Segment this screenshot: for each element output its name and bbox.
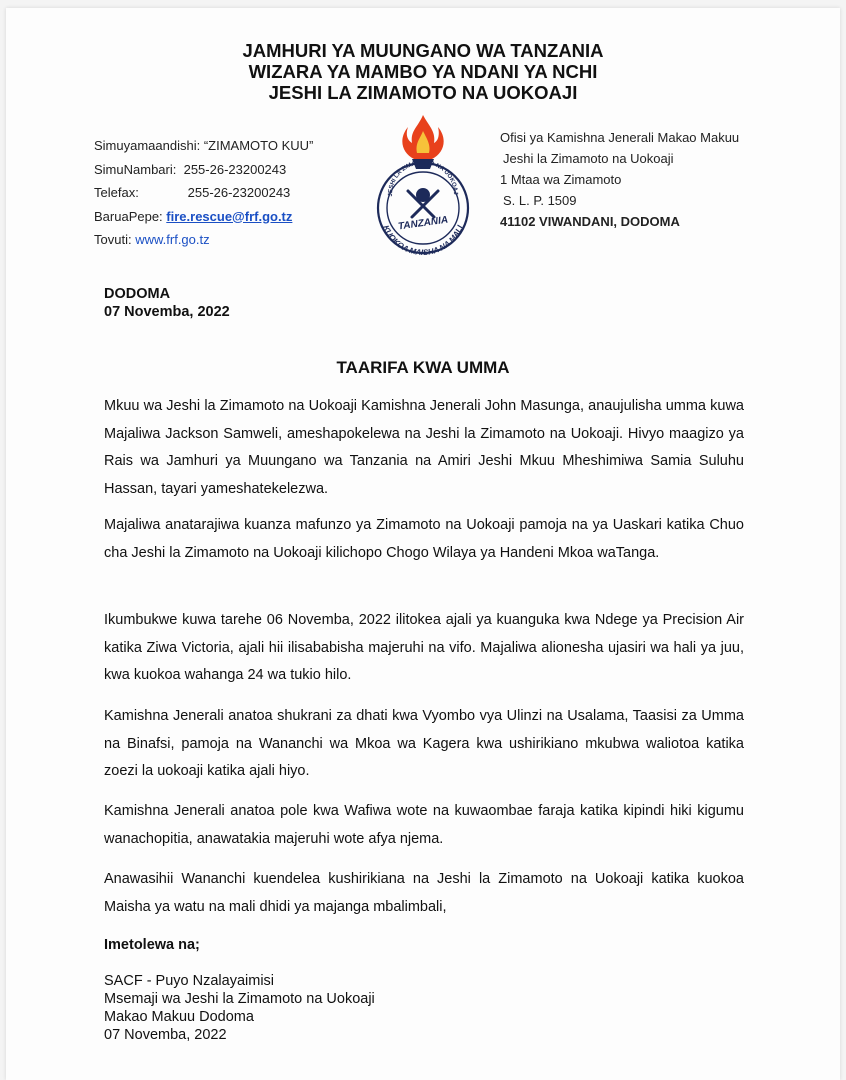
- contact-details-left: [94, 134, 313, 252]
- contact-details-right: [500, 127, 739, 232]
- date-value: 07 Novemba, 2022: [104, 304, 230, 320]
- telefax-label: Telefax:: [94, 185, 139, 200]
- email-label: BaruaPepe:: [94, 208, 163, 224]
- paragraph-5: Kamishna Jenerali anatoa pole kwa Wafiwa wote na kuwaombae faraja katika kipindi hiki kigumu wanachopitia, anawatakia majeruhi wote afya njema.: [104, 803, 744, 847]
- office-name: Ofisi ya Kamishna Jenerali Makao Makuu: [500, 130, 740, 145]
- telegram-row: [94, 134, 313, 158]
- paragraph-6: Anawasihii Wananchi kuendelea kushirikiana na Jeshi la Zimamoto na Uokoaji katika kuokoa Maisha ya watu na mali dhidi ya majanga mbalimbali,: [104, 871, 744, 915]
- telefax-value: 255-26-23200243: [187, 185, 291, 200]
- website-label: Tovuti:: [94, 232, 132, 247]
- fire-rescue-emblem: [368, 113, 478, 255]
- flame-icon: [402, 115, 443, 159]
- letterhead-line-country: JAMHURI YA MUUNGANO WA TANZANIA: [242, 40, 604, 61]
- seal-bottom-text: KUOKOA MAISHA NA MALI: [381, 223, 465, 255]
- email-link[interactable]: fire.rescue@frf.go.tz: [166, 208, 293, 224]
- office-postcode-city: 41102 VIWANDANI, DODOMA: [500, 214, 680, 229]
- seal-band-text: TANZANIA: [397, 214, 449, 233]
- paragraph-2: Majaliwa anatarajiwa kuanza mafunzo ya Zimamoto na Uokoaji pamoja na ya Uaskari katika Chuo cha Jeshi la Zimamoto na Uokoaji kilichopo Chogo Wilaya ya Handeni Mkoa waTanga.: [104, 517, 744, 561]
- letterhead-line-agency: JESHI LA ZIMAMOTO NA UOKOAJI: [268, 82, 578, 103]
- telegram-label: Simuyamaandishi:: [94, 138, 201, 153]
- phone-label: SimuNambari:: [94, 161, 177, 177]
- website-link[interactable]: www.frf.go.tz: [135, 232, 210, 247]
- seal-top-text: JESHI LA ZIMAMOTO NA UOKOAJ: [387, 159, 459, 197]
- phone-value: 255-26-23200243: [183, 161, 287, 177]
- letterhead-title: [0, 40, 846, 103]
- office-agency: Jeshi la Zimamoto na Uokoaji: [503, 151, 674, 166]
- signature-date: 07 Novemba, 2022: [104, 1027, 227, 1043]
- date-place: DODOMA: [104, 286, 171, 302]
- signatory-name: SACF - Puyo Nzalayaimisi: [104, 973, 275, 989]
- signatory-office: Makao Makuu Dodoma: [104, 1009, 254, 1025]
- helmet-icon: [416, 188, 430, 202]
- office-po-box: S. L. P. 1509: [503, 193, 577, 208]
- telefax-row: [94, 181, 313, 205]
- document-title: TAARIFA KWA UMMA: [336, 358, 510, 377]
- signature-block: [104, 972, 375, 1044]
- email-row: [94, 205, 313, 229]
- signatory-position: Msemaji wa Jeshi la Zimamoto na Uokoaji: [104, 991, 375, 1007]
- paragraph-4: Kamishna Jenerali anatoa shukrani za dhati kwa Vyombo vya Ulinzi na Usalama, Taasisi za Umma na Binafsi, pamoja na Wananchi wa Mkoa wa Kagera kwa ushirikiano mkubwa waliotoa katika zoezi la uokoaji katika ajali hiyo.: [104, 708, 744, 779]
- date-block: [104, 285, 230, 321]
- paragraph-1: Mkuu wa Jeshi la Zimamoto na Uokoaji Kamishna Jenerali John Masunga, anaujulisha umma kuwa Majaliwa Jackson Samweli, ameshapokelewa na Jeshi la Zimamoto na Uokoaji. Hivyo maagizo ya Rais wa Jamhuri ya Muungano wa Tanzania na Amiri Jeshi Mkuu Mheshimiwa Samia Suluhu Hassan, tayari yameshatekelezwa.: [104, 398, 744, 497]
- letterhead-line-ministry: WIZARA YA MAMBO YA NDANI YA NCHI: [248, 61, 598, 82]
- website-row: [94, 228, 313, 252]
- paragraph-3: Ikumbukwe kuwa tarehe 06 Novemba, 2022 ilitokea ajali ya kuanguka kwa Ndege ya Precision Air katika Ziwa Victoria, ajali hii ilisababisha majeruhi na vifo. Majaliwa alionesha ujasiri wa hali ya juu, kwa kuokoa wahanga 24 wa tukio hilo.: [104, 612, 744, 683]
- office-street: 1 Mtaa wa Zimamoto: [500, 172, 622, 187]
- telegram-value: “ZIMAMOTO KUU”: [203, 138, 314, 153]
- phone-row: [94, 158, 313, 182]
- issued-by-label: Imetolewa na;: [104, 937, 200, 953]
